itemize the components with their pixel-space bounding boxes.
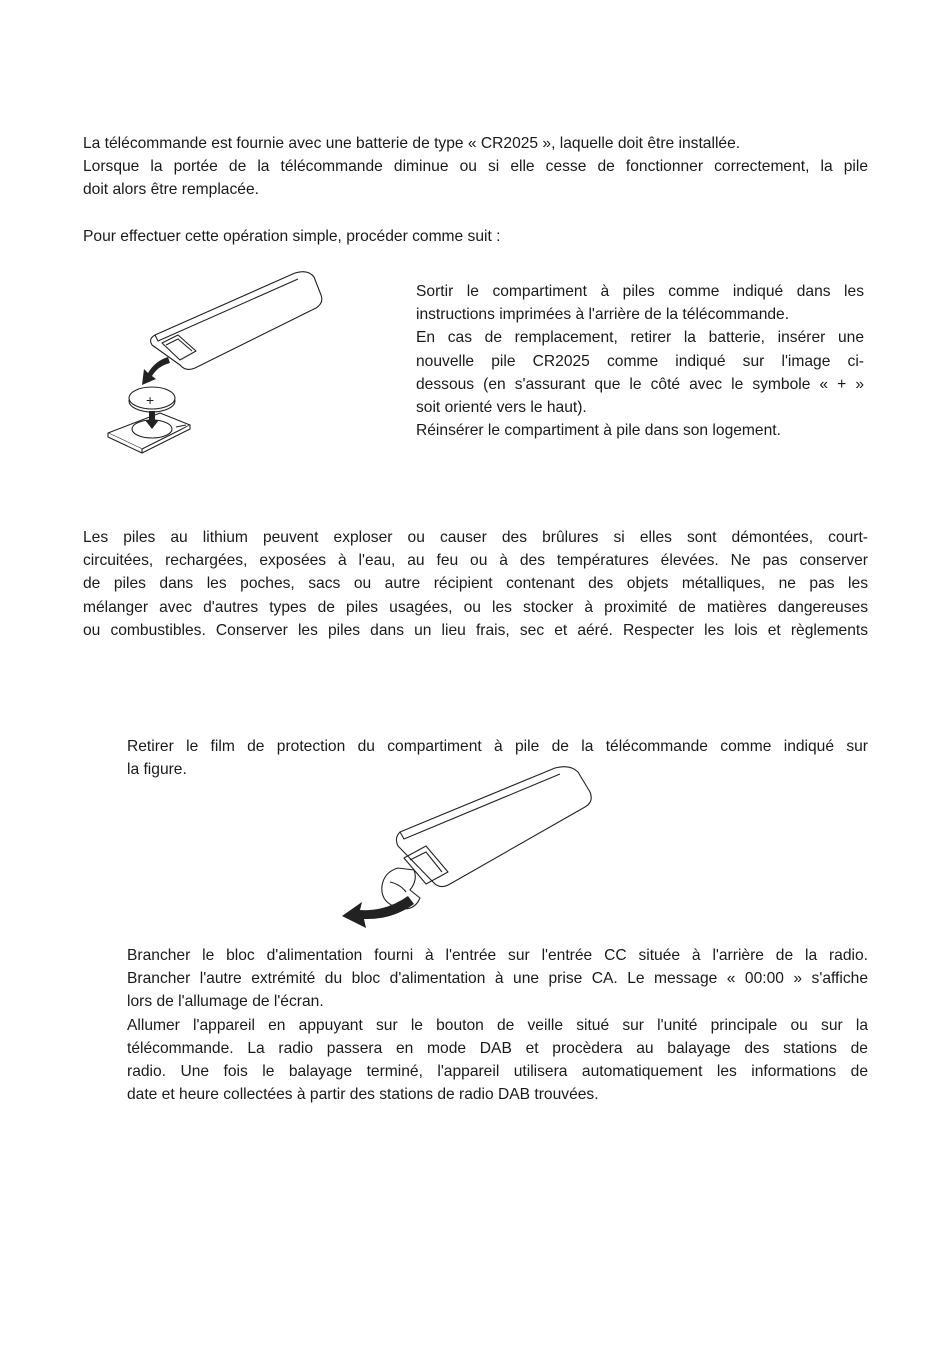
intro-line: Lorsque la portée de la télécommande diminue ou si elle cesse de fonctionner correctement, la pile (83, 158, 868, 176)
step-line: soit orienté vers le haut). (416, 399, 587, 417)
procedure-text: Pour effectuer cette opération simple, procéder comme suit : (83, 228, 501, 245)
remote-body (151, 272, 322, 370)
film-removal-figure (340, 762, 600, 932)
warning-line: circuitées, rechargées, exposées à l'eau, au feu ou à des températures élevées. Ne pas conserver (83, 552, 868, 570)
intro-line: doit alors être remplacée. (83, 181, 259, 199)
warning-line: ou combustibles. Conserver les piles dans un lieu frais, sec et aéré. Respecter les lois et règlements (83, 621, 868, 639)
plus-symbol: + (146, 392, 155, 408)
warning-line: Les piles au lithium peuvent exploser ou causer des brûlures si elles sont démontées, court- (83, 529, 868, 546)
film-line: Retirer le film de protection du compartiment à pile de la télécommande comme indiqué sur (127, 738, 868, 755)
step-line: Sortir le compartiment à piles comme indiqué dans les (416, 283, 864, 300)
battery-replacement-figure (100, 265, 330, 465)
step-line: dessous (en s'assurant que le côté avec le symbole « + » (416, 375, 864, 393)
power-line: lors de l'allumage de l'écran. (127, 993, 324, 1011)
step-line: nouvelle pile CR2025 comme indiqué sur l'image ci- (416, 352, 864, 370)
step-line: instructions imprimées à l'arrière de la télécommande. (416, 306, 790, 324)
intro-line: La télécommande est fournie avec une batterie de type « CR2025 », laquelle doit être installée. (83, 135, 741, 152)
step-line: En cas de remplacement, retirer la batterie, insérer une (416, 329, 864, 347)
remote-body (396, 767, 591, 887)
film-line: la figure. (127, 761, 187, 779)
power-line: Allumer l'appareil en appuyant sur le bouton de veille situé sur l'unité principale ou sur la (127, 1016, 868, 1034)
arrow-down-icon (142, 357, 170, 385)
power-line: Brancher l'autre extrémité du bloc d'alimentation à une prise CA. Le message « 00:00 » s'affiche (127, 970, 868, 988)
step-line: Réinsérer le compartiment à pile dans son logement. (416, 422, 781, 440)
warning-line: de piles dans les poches, sacs ou autre récipient contenant des objets métalliques, ne pas les (83, 575, 868, 593)
procedure-line (83, 225, 868, 248)
warning-line: mélanger avec d'autres types de piles usagées, ou les stocker à proximité de matières dangereuses (83, 598, 868, 616)
power-instructions (127, 944, 868, 1106)
lithium-warning (83, 526, 868, 642)
battery-steps (416, 280, 864, 442)
pull-arrow-icon (342, 896, 414, 928)
intro-paragraph (83, 132, 868, 202)
power-line: Brancher le bloc d'alimentation fourni à l'entrée sur l'entrée CC située à l'arrière de la radio. (127, 947, 868, 964)
power-line: date et heure collectées à partir des stations de radio DAB trouvées. (127, 1086, 599, 1104)
power-line: télécommande. La radio passera en mode DAB et procèdera au balayage des stations de (127, 1039, 868, 1057)
power-line: radio. Une fois le balayage terminé, l'appareil utilisera automatiquement les informations de (127, 1063, 868, 1081)
